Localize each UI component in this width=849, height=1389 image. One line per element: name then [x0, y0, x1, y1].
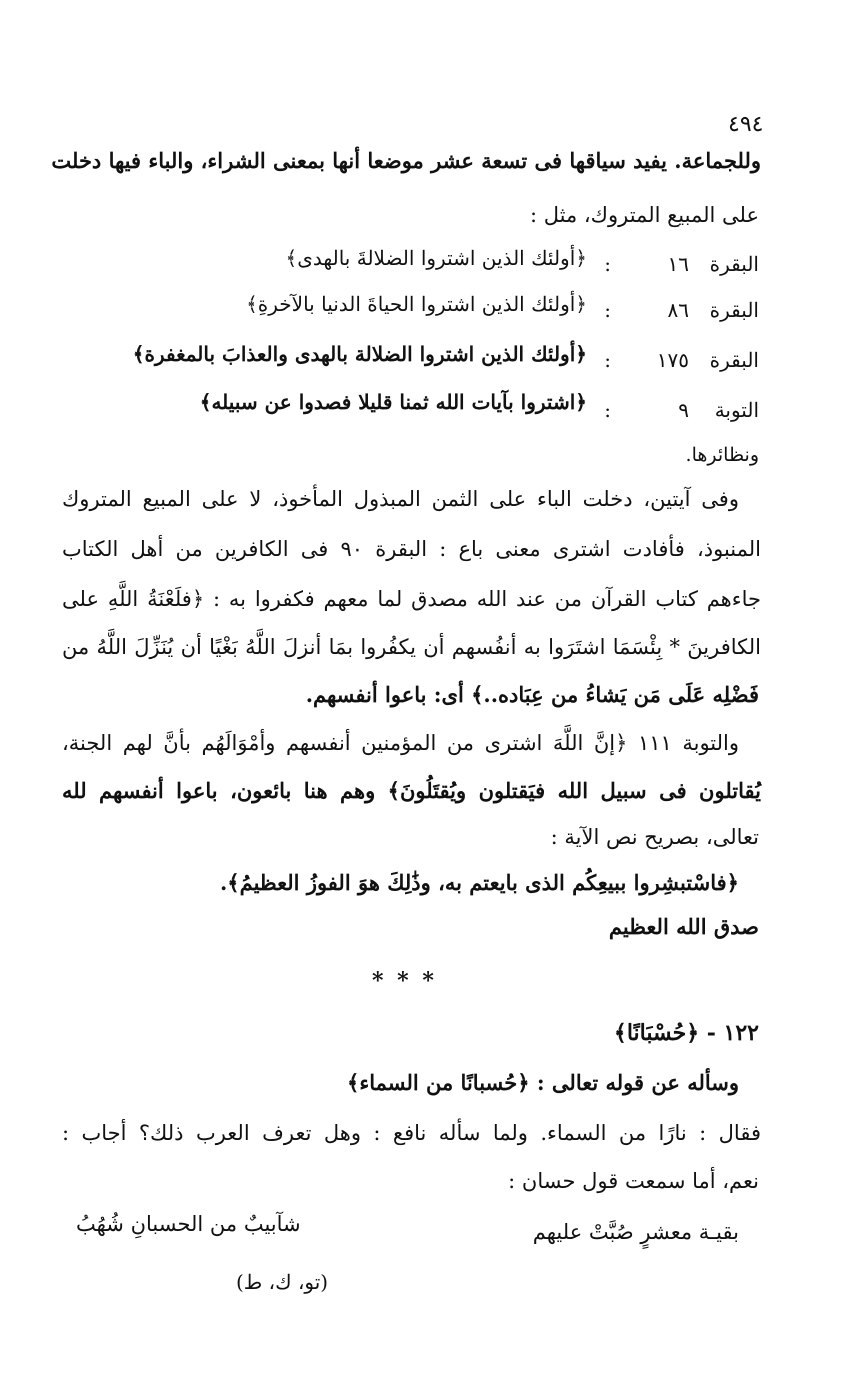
text-line: ﴿فاسْتبشِروا ببيعِكُم الذى بايعتم به، وذَٰلِكَ هوَ الفوزُ العظيمُ﴾. [219, 870, 739, 895]
text-line: المنبوذ، فأفادت اشترى معنى باع : البقرة ٩٠ فى الكافرين من أهل الكتاب [62, 537, 761, 561]
text-line: يُقاتلون فى سبيل الله فيَقتلون ويُقتَلُونَ﴾ وهم هنا بائعون، باعوا أنفسهم لله [62, 778, 761, 803]
text-line: فقال : نارًا من السماء. ولما سأله نافع : وهل تعرف العرب ذلك؟ أجاب : [62, 1121, 761, 1145]
verse-number: ١٦ [667, 252, 689, 276]
text-line: تعالى، بصريح نص الآية : [550, 825, 759, 849]
text-line: ونظائرها. [685, 444, 759, 466]
quoted-verse: ﴿اشتروا بآيات الله ثمنا قليلا فصدوا عن سبيله﴾ [199, 390, 587, 414]
source-citation: (تو، ك، ط) [236, 1270, 329, 1294]
text-line: وسأله عن قوله تعالى : ﴿حُسبانًا من السماء﴾ [347, 1070, 739, 1095]
text-line: الكافرينَ * بِئْسَمَا اشتَرَوا به أنفُسهم أن يكفُروا بمَا أنزلَ اللَّهُ بَغْيًا أن يُنَزِّلَ اللَّهُ من [62, 635, 761, 659]
sura-name: التوبة [714, 398, 759, 422]
text-line: وللجماعة. يفيد سياقها فى تسعة عشر موضعا أنها بمعنى الشراء، والباء فيها دخلت [51, 148, 761, 173]
verse-number: ٩ [678, 398, 689, 422]
text-line: وفى آيتين، دخلت الباء على الثمن المبذول المأخوذ، لا على المبيع المتروك [62, 487, 739, 511]
section-separator: * * * [372, 968, 437, 994]
quoted-verse: ﴿أولئك الذين اشتروا الضلالةَ بالهدى﴾ [285, 246, 587, 270]
text-line: والتوبة ١١١ ﴿إنَّ اللَّهَ اشترى من المؤمنين أنفسهم وأمْوَالَهُم بأنَّ لهم الجنة، [62, 731, 740, 755]
colon: : [604, 348, 611, 372]
quoted-verse: ﴿أولئك الذين اشتروا الضلالة بالهدى والعذابَ بالمغفرة﴾ [132, 342, 587, 366]
sura-name: البقرة [709, 348, 759, 372]
quoted-verse: ﴿أولئك الذين اشتروا الحياةَ الدنيا بالآخرةِ﴾ [246, 292, 587, 316]
verse-number: ٨٦ [667, 298, 689, 322]
closing-phrase: صدق الله العظيم [608, 914, 759, 939]
colon: : [604, 398, 611, 422]
text-line: فَضْلِه عَلَى مَن يَشاءُ من عِبَاده..﴾ أى: باعوا أنفسهم. [305, 682, 759, 707]
poem-hemistich: بقيـة معشرٍ صُبَّتْ عليهم [532, 1220, 739, 1244]
text-line: على المبيع المتروك، مثل : [529, 203, 759, 227]
verse-number: ١٧٥ [656, 348, 689, 372]
entry-heading: ١٢٢ - ﴿حُسْبَانًا﴾ [613, 1020, 759, 1046]
page-number: ٤٩٤ [728, 112, 764, 137]
sura-name: البقرة [709, 252, 759, 276]
colon: : [604, 298, 611, 322]
text-line: نعم، أما سمعت قول حسان : [508, 1169, 759, 1193]
colon: : [604, 252, 611, 276]
sura-name: البقرة [709, 298, 759, 322]
text-line: جاءهم كتاب القرآن من عند الله مصدق لما معهم فكفروا به : ﴿فلَعْنَةُ اللَّهِ على [62, 587, 761, 611]
poem-hemistich: شآبيبٌ من الحسبانِ شُهُبُ [76, 1212, 301, 1236]
